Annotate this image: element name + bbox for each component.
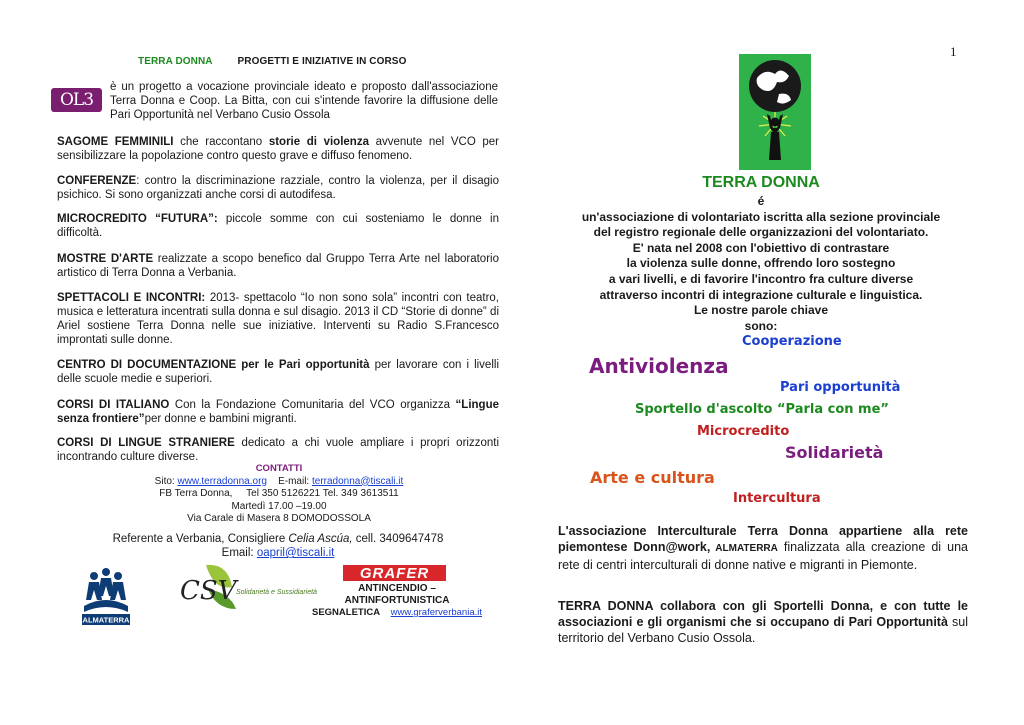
section-sagome — [57, 135, 499, 163]
intro-line-5: a vari livelli, e di favorire l'incontro fra culture diverse — [608, 271, 914, 286]
referente-email-label: Email: — [221, 547, 257, 559]
terra-donna-logo — [739, 54, 811, 170]
csv-logo-small-text: Solidarietà e Sussidiarietà — [236, 589, 317, 596]
microcredito-text: piccole somme con cui sosteniamo le donne in difficoltà. — [57, 213, 499, 239]
right-collab-paragraph — [558, 598, 968, 646]
contatti-web-line — [118, 476, 440, 489]
site-label: Sito: — [154, 475, 178, 487]
referente-email-link[interactable]: oapril@tiscali.it — [256, 547, 335, 559]
intro-line-8: sono: — [744, 318, 778, 333]
intro-line-1: un'associazione di volontariato iscritta alla sezione provinciale — [581, 209, 941, 224]
conferenze-text: : contro la discriminazione razziale, contro la violenza, per il disagio psichico. Si sono organizzati anche corsi di autodifesa. — [57, 175, 499, 201]
sagome-bold-2: storie di violenza — [268, 136, 369, 148]
almaterra-logo — [80, 562, 132, 627]
keyword-microcredito: Microcredito — [697, 424, 790, 439]
sagome-heading: SAGOME FEMMINILI — [57, 136, 174, 148]
referente-line — [100, 532, 456, 546]
csv-logo — [176, 561, 317, 613]
email-link[interactable]: terradonna@tiscali.it — [312, 475, 404, 487]
referente-email-line — [100, 546, 456, 560]
section-microcredito — [57, 212, 499, 240]
referente-name: Celia Ascúa, — [288, 533, 353, 545]
section-corsi-lingue — [57, 436, 499, 464]
grafer-line-3 — [302, 607, 492, 619]
right-almaterra-paragraph — [558, 523, 968, 573]
intro-line-6: attraverso incontri di integrazione culturale e linguistica. — [599, 287, 923, 302]
address-line: Via Carale di Masera 8 DOMODOSSOLA — [187, 513, 371, 524]
grafer-segnaletica: SEGNALETICA — [311, 607, 381, 618]
keyword-sportello-ascolto: Sportello d'ascolto “Parla con me” — [635, 402, 889, 417]
spettacoli-text: 2013- spettacolo “Io non sono sola” incontri con teatro, musica e letteratura incentrati sulla donna e sul disagio. 2013 il CD “Storie di donne” di Ariel sostiene Terra Donna nelle sue iniziative. Interventi su Radio S.Francesco improntati sulle donne. — [57, 292, 500, 346]
intro-line-0: é — [757, 194, 765, 208]
centro-text: per lavorare con i livelli delle scuole medie e superiori. — [57, 359, 499, 385]
header-line — [138, 56, 406, 67]
referente-block — [100, 532, 456, 560]
conferenze-heading: CONFERENZE — [57, 175, 137, 187]
spettacoli-heading: SPETTACOLI E INCONTRI: — [57, 292, 206, 304]
keyword-intercultura: Intercultura — [733, 491, 821, 506]
alma-small: ALMATERRA — [710, 543, 778, 554]
corsi-italiano-bold-2: “Lingue senza frontiere” — [57, 399, 499, 425]
grafer-line-1: ANTINCENDIO – — [358, 583, 436, 594]
referente-label: Referente a Verbania, Consigliere — [112, 533, 289, 545]
ol3-description: è un progetto a vocazione provinciale ideato e proposto dall'associazione Terra Donna e Coop. La Bitta, con cui s'intende favorire la diffusione delle Pari Opportunità nel Verbano Cusio Ossola — [110, 81, 498, 121]
grafer-line-2: ANTINFORTUNISTICA — [344, 595, 450, 606]
ol3-logo: OL3 — [51, 88, 102, 112]
corsi-lingue-heading: CORSI DI LINGUE STRANIERE — [57, 437, 235, 449]
almaterra-figures-icon — [80, 562, 132, 627]
corsi-italiano-heading: CORSI DI ITALIANO — [57, 399, 170, 411]
alma-bold: L'associazione Interculturale Terra Donna appartiene alla rete piemontese Donn@work, — [558, 524, 968, 554]
keyword-antiviolenza: Antiviolenza — [589, 354, 729, 378]
email-label: E-mail: — [278, 475, 312, 487]
page-number: 1 — [950, 44, 957, 59]
collab-bold: TERRA DONNA collabora con gli Sportelli Donna, e con tutte le associazioni e gli organismi che si occupano di Pari Opportunità — [558, 599, 968, 629]
header-subtitle: PROGETTI E INIZIATIVE IN CORSO — [237, 56, 407, 67]
grafer-site-link[interactable]: www.graferverbania.it — [390, 607, 482, 618]
globe-woman-icon — [739, 54, 811, 170]
corsi-italiano-text-1: Con la Fondazione Comunitaria del VCO organizza — [169, 399, 456, 411]
section-corsi-italiano — [57, 398, 499, 426]
contatti-title: CONTATTI — [255, 463, 303, 474]
sagome-text-2: avvenute nel VCO per sensibilizzare la popolazione contro questo grave e diffuso fenomeno. — [57, 136, 499, 162]
microcredito-heading: MICROCREDITO “FUTURA”: — [57, 213, 218, 225]
grafer-text-block — [302, 583, 492, 619]
keyword-cooperazione: Cooperazione — [742, 334, 842, 349]
keyword-arte-cultura: Arte e cultura — [590, 468, 715, 487]
corsi-italiano-text-2: per donne e bambini migranti. — [144, 413, 297, 425]
header-title: TERRA DONNA — [138, 56, 213, 67]
section-spettacoli — [57, 291, 499, 347]
intro-line-2: del registro regionale delle organizzazioni del volontariato. — [593, 225, 929, 240]
right-intro — [548, 194, 974, 334]
section-conferenze — [57, 174, 499, 202]
fb-phone-line: FB Terra Donna, Tel 350 5126221 Tel. 349 3613511 — [159, 488, 399, 499]
intro-line-4: la violenza sulle donne, offrendo loro sostegno — [626, 256, 896, 271]
csv-logo-big-text: CSV — [180, 576, 237, 606]
grafer-logo: GRAFER — [343, 565, 446, 581]
csv-leaf-icon — [176, 561, 317, 613]
section-centro — [57, 358, 499, 386]
contatti-block — [118, 463, 440, 526]
keyword-solidarieta: Solidarietà — [785, 443, 884, 462]
centro-heading: CENTRO DI DOCUMENTAZIONE per le Pari opportunità — [57, 359, 370, 371]
intro-line-7: Le nostre parole chiave — [693, 303, 829, 318]
site-link[interactable]: www.terradonna.org — [177, 475, 267, 487]
mostre-text: realizzate a scopo benefico dal Gruppo Terra Arte nel laboratorio artistico di Terra Donna a Verbania. — [57, 253, 499, 279]
alma-text: finalizzata alla creazione di una rete di centri interculturali di donne native e migranti in Piemonte. — [558, 540, 968, 572]
intro-line-3: E' nata nel 2008 con l'obiettivo di contrastare — [632, 240, 890, 255]
almaterra-logo-text: ALMATERRA — [82, 615, 130, 625]
section-mostre — [57, 252, 499, 280]
collab-text: sul territorio del Verbano Cusio Ossola. — [558, 615, 969, 645]
right-title: TERRA DONNA — [702, 174, 820, 191]
referente-phone: cell. 3409647478 — [352, 533, 444, 545]
hours-line: Martedì 17.00 –19.00 — [231, 500, 327, 512]
sagome-text-1: che raccontano — [173, 136, 269, 148]
corsi-lingue-text: dedicato a chi vuole ampliare i propri orizzonti incontrando culture diverse. — [57, 437, 499, 463]
keyword-pari-opportunita: Pari opportunità — [780, 380, 901, 395]
mostre-heading: MOSTRE D'ARTE — [57, 253, 154, 265]
